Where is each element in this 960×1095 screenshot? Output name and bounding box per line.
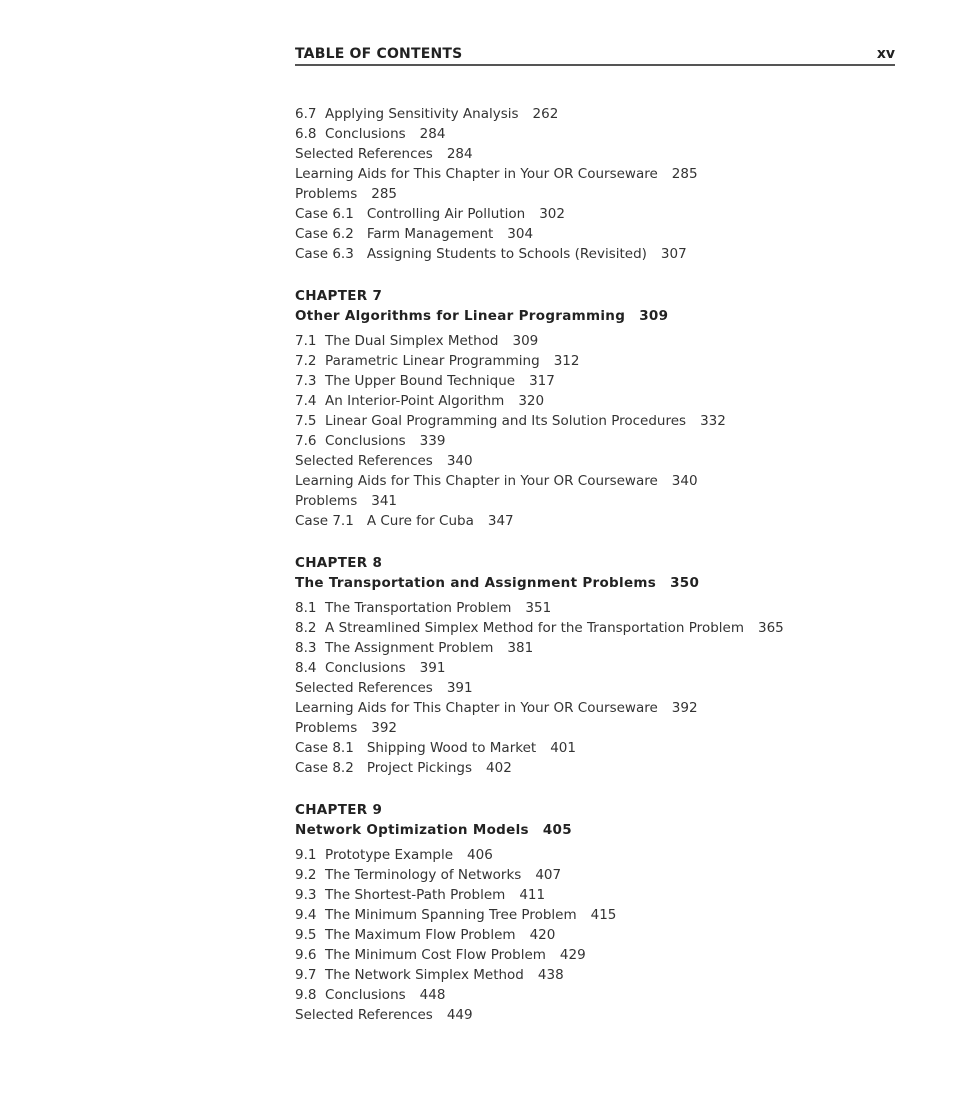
entry-page-number: 332 <box>700 413 726 429</box>
case-number: Case 6.1 <box>295 206 354 222</box>
toc-entry <box>295 658 895 678</box>
toc-entry <box>295 598 895 618</box>
entry-title: 7.5 Linear Goal Programming and Its Solution Procedures <box>295 413 687 429</box>
case-number: Case 8.1 <box>295 740 354 756</box>
toc-entry <box>295 351 895 371</box>
entry-title: 6.8 Conclusions <box>295 126 406 142</box>
toc-entry <box>295 184 895 204</box>
toc-entry <box>295 965 895 985</box>
entry-page-number: 406 <box>467 847 493 863</box>
entry-page-number: 392 <box>371 720 398 736</box>
entry-page-number: 304 <box>507 226 534 242</box>
entry-title: Problems <box>295 186 358 202</box>
entry-title: 9.8 Conclusions <box>295 987 406 1003</box>
entry-title: 9.3 The Shortest-Path Problem <box>295 887 506 903</box>
entry-title: 9.4 The Minimum Spanning Tree Problem <box>295 907 577 923</box>
toc-entry <box>295 945 895 965</box>
chapter-title <box>295 820 895 840</box>
toc-entry <box>295 758 895 778</box>
toc-entry <box>295 718 895 738</box>
chapter-label: CHAPTER 8 <box>295 555 383 571</box>
entry-title: Selected References <box>295 146 433 162</box>
entry-title: Controlling Air Pollution <box>366 206 526 222</box>
running-header <box>295 44 895 66</box>
toc-entry <box>295 885 895 905</box>
entry-page-number: 339 <box>419 433 446 449</box>
chapter-label: CHAPTER 7 <box>295 288 383 304</box>
entry-title: Selected References <box>295 453 433 469</box>
entry-page-number: 347 <box>487 513 514 529</box>
entry-title: 7.1 The Dual Simplex Method <box>295 333 499 349</box>
entry-title: Selected References <box>295 1007 433 1023</box>
entry-page-number: 365 <box>757 620 784 636</box>
header-title: TABLE OF CONTENTS <box>295 46 463 62</box>
entry-page-number: 420 <box>529 927 556 943</box>
entry-page-number: 391 <box>446 680 473 696</box>
entry-page-number: 284 <box>446 146 473 162</box>
toc-entry <box>295 845 895 865</box>
toc-entry <box>295 431 895 451</box>
entry-page-number: 415 <box>590 907 617 923</box>
toc-entry <box>295 224 895 244</box>
entry-page-number: 307 <box>660 246 687 262</box>
toc-entry <box>295 865 895 885</box>
entry-page-number: 262 <box>532 106 559 122</box>
entry-title: Assigning Students to Schools (Revisited) <box>366 246 647 262</box>
toc-section <box>295 104 895 264</box>
chapter-title-text: The Transportation and Assignment Problems <box>295 575 657 591</box>
entry-page-number: 284 <box>419 126 446 142</box>
entry-page-number: 429 <box>559 947 586 963</box>
chapter-page-number: 405 <box>542 822 572 838</box>
toc-entry <box>295 638 895 658</box>
entry-title: 7.6 Conclusions <box>295 433 406 449</box>
entry-title: Problems <box>295 720 358 736</box>
toc-entry <box>295 905 895 925</box>
entry-title: A Cure for Cuba <box>366 513 474 529</box>
entry-page-number: 401 <box>550 740 576 756</box>
toc-entry <box>295 331 895 351</box>
toc-entry <box>295 511 895 531</box>
entry-page-number: 449 <box>446 1007 473 1023</box>
case-number: Case 8.2 <box>295 760 354 776</box>
entry-title: 8.3 The Assignment Problem <box>295 640 494 656</box>
toc-entry <box>295 144 895 164</box>
entry-page-number: 391 <box>419 660 446 676</box>
toc-entry <box>295 1005 895 1025</box>
chapter-title <box>295 306 895 326</box>
entry-page-number: 402 <box>486 760 512 776</box>
entry-page-number: 317 <box>529 373 555 389</box>
toc-entry <box>295 391 895 411</box>
entry-title: Farm Management <box>366 226 494 242</box>
entry-title: Problems <box>295 493 358 509</box>
entry-title: Learning Aids for This Chapter in Your OR Courseware <box>295 473 658 489</box>
entry-title: 6.7 Applying Sensitivity Analysis <box>295 106 519 122</box>
entry-page-number: 302 <box>539 206 565 222</box>
entry-page-number: 285 <box>371 186 398 202</box>
toc-section <box>295 800 895 1025</box>
table-of-contents <box>295 104 895 1047</box>
entry-title: 7.3 The Upper Bound Technique <box>295 373 516 389</box>
entry-page-number: 411 <box>519 887 546 903</box>
chapter-title <box>295 573 895 593</box>
toc-entry <box>295 925 895 945</box>
entry-page-number: 351 <box>525 600 552 616</box>
entry-title: 8.1 The Transportation Problem <box>295 600 512 616</box>
entry-page-number: 320 <box>518 393 545 409</box>
chapter-page-number: 350 <box>670 575 700 591</box>
chapter-page-number: 309 <box>639 308 669 324</box>
entry-page-number: 340 <box>671 473 698 489</box>
entry-page-number: 340 <box>446 453 473 469</box>
entry-title: 9.5 The Maximum Flow Problem <box>295 927 516 943</box>
toc-entry <box>295 491 895 511</box>
entry-title: 9.7 The Network Simplex Method <box>295 967 524 983</box>
entry-page-number: 407 <box>535 867 562 883</box>
entry-page-number: 312 <box>553 353 580 369</box>
entry-title: 7.2 Parametric Linear Programming <box>295 353 540 369</box>
case-number: Case 6.2 <box>295 226 354 242</box>
entry-title: 9.2 The Terminology of Networks <box>295 867 522 883</box>
toc-entry <box>295 411 895 431</box>
entry-title: 9.1 Prototype Example <box>295 847 454 863</box>
entry-title: 8.2 A Streamlined Simplex Method for the Transportation Problem <box>295 620 744 636</box>
toc-entry <box>295 124 895 144</box>
entry-title: Learning Aids for This Chapter in Your OR Courseware <box>295 700 658 716</box>
entry-page-number: 448 <box>419 987 446 1003</box>
toc-section <box>295 286 895 531</box>
toc-entry <box>295 985 895 1005</box>
entry-page-number: 309 <box>512 333 539 349</box>
entry-page-number: 438 <box>537 967 564 983</box>
toc-entry <box>295 104 895 124</box>
entry-title: 8.4 Conclusions <box>295 660 406 676</box>
toc-section <box>295 553 895 778</box>
toc-entry <box>295 244 895 264</box>
toc-entry <box>295 204 895 224</box>
entry-title: Learning Aids for This Chapter in Your OR Courseware <box>295 166 658 182</box>
entry-title: Shipping Wood to Market <box>366 740 537 756</box>
header-page-number: xv <box>876 46 895 62</box>
toc-entry <box>295 451 895 471</box>
entry-title: 9.6 The Minimum Cost Flow Problem <box>295 947 546 963</box>
entry-page-number: 285 <box>671 166 698 182</box>
toc-entry <box>295 618 895 638</box>
entry-page-number: 341 <box>371 493 398 509</box>
case-number: Case 7.1 <box>295 513 354 529</box>
chapter-title-text: Network Optimization Models <box>295 822 529 838</box>
entry-title: Selected References <box>295 680 433 696</box>
toc-entry <box>295 678 895 698</box>
toc-entry <box>295 471 895 491</box>
entry-page-number: 392 <box>671 700 698 716</box>
entry-page-number: 381 <box>507 640 534 656</box>
case-number: Case 6.3 <box>295 246 354 262</box>
toc-entry <box>295 698 895 718</box>
toc-entry <box>295 371 895 391</box>
chapter-label: CHAPTER 9 <box>295 802 383 818</box>
entry-title: Project Pickings <box>366 760 473 776</box>
toc-entry <box>295 738 895 758</box>
toc-entry <box>295 164 895 184</box>
chapter-title-text: Other Algorithms for Linear Programming <box>295 308 626 324</box>
entry-title: 7.4 An Interior-Point Algorithm <box>295 393 505 409</box>
